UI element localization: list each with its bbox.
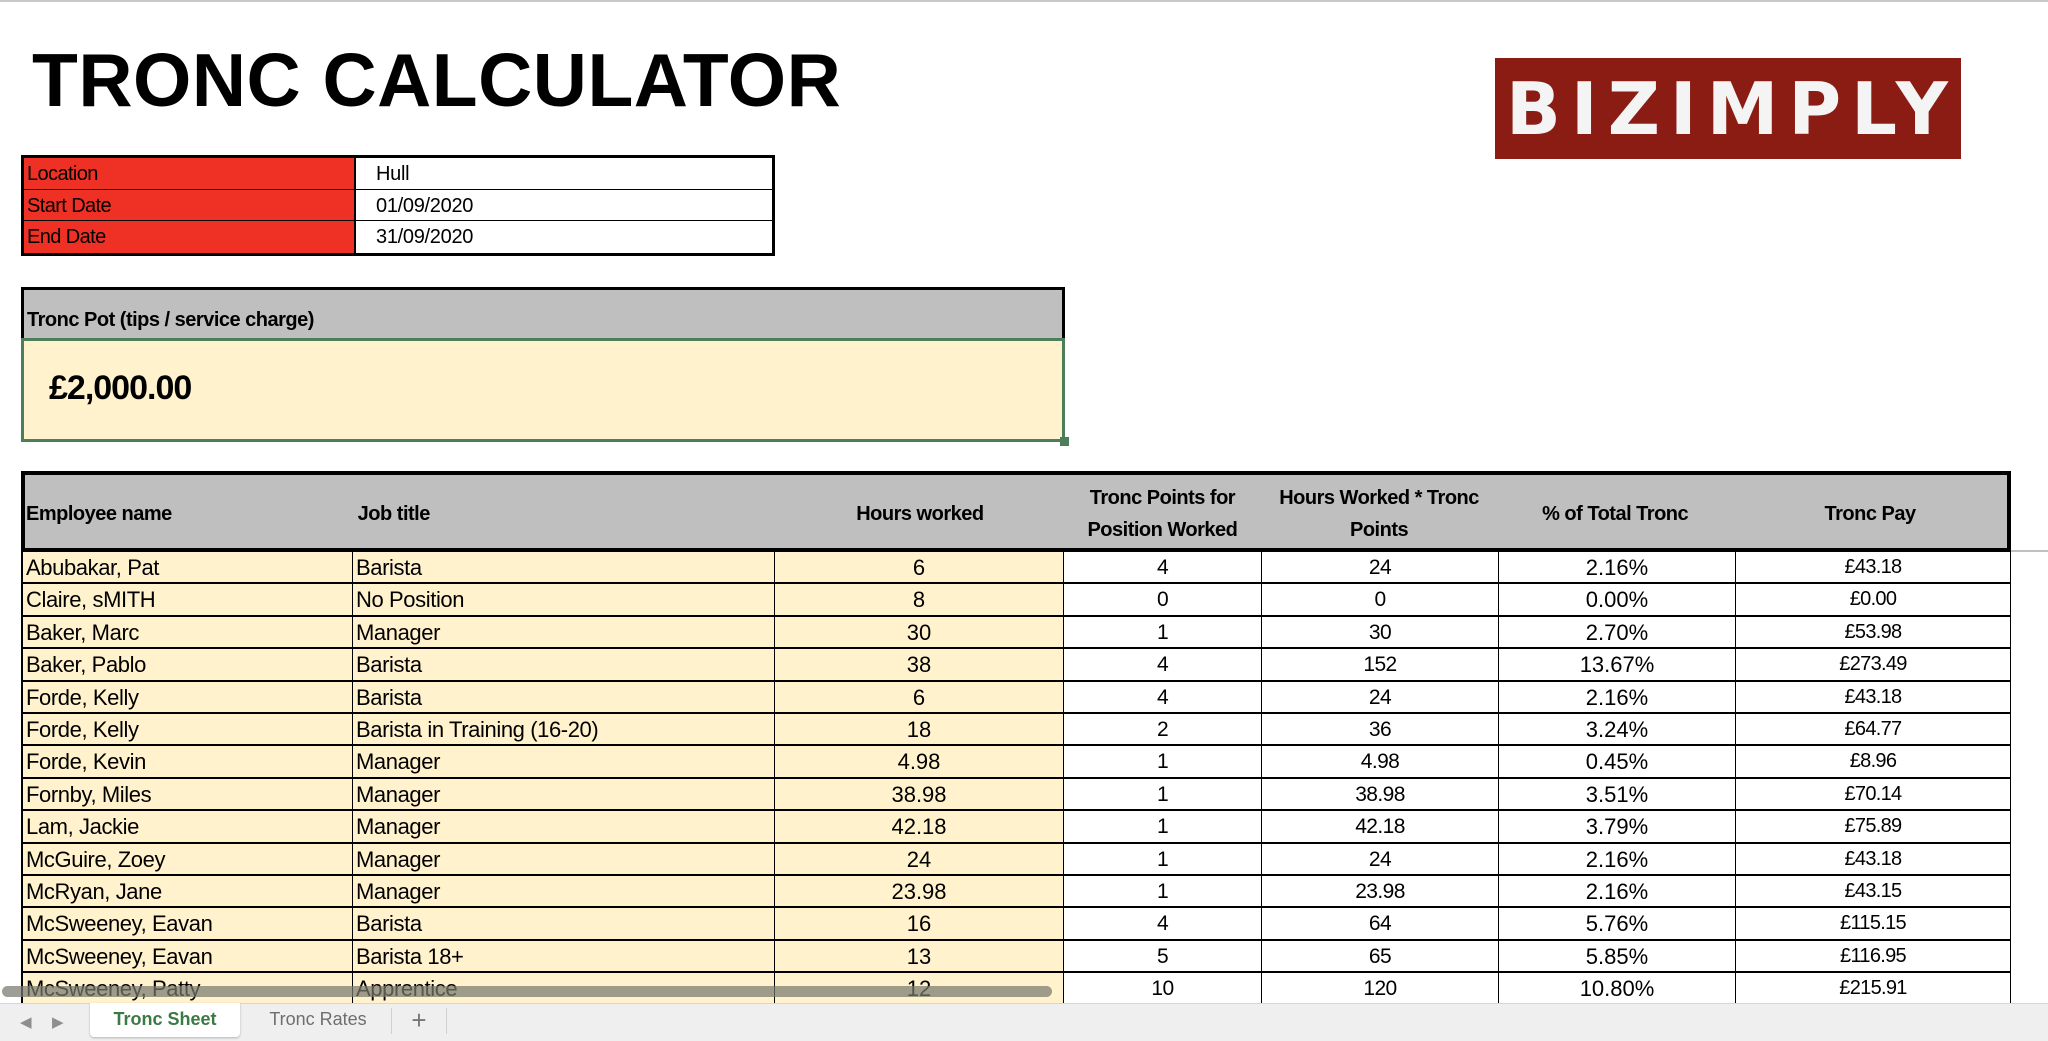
hours-worked-cell[interactable]: 6 (775, 552, 1064, 584)
percent-total-cell[interactable]: 5.85% (1499, 941, 1736, 973)
tronc-pot-cell[interactable] (21, 338, 1065, 442)
hours-worked-cell[interactable]: 38 (775, 649, 1064, 681)
tronc-points-cell[interactable]: 5 (1064, 941, 1262, 973)
percent-total-cell[interactable]: 10.80% (1499, 973, 1736, 1005)
hours-worked-cell[interactable]: 8 (775, 584, 1064, 616)
hours-x-points-cell[interactable]: 23.98 (1262, 876, 1499, 908)
tronc-pay-cell[interactable]: £115.15 (1736, 908, 2011, 940)
hours-worked-cell[interactable]: 16 (775, 908, 1064, 940)
job-title-cell[interactable]: Barista (353, 649, 775, 681)
tronc-points-cell[interactable]: 1 (1064, 746, 1262, 778)
job-title-cell[interactable]: Barista in Training (16-20) (353, 714, 775, 746)
end-date-cell[interactable]: 31/09/2020 (376, 226, 474, 248)
job-title-cell[interactable]: Manager (353, 844, 775, 876)
tronc-points-cell[interactable]: 1 (1064, 779, 1262, 811)
job-title-cell[interactable]: Manager (353, 617, 775, 649)
percent-total-cell[interactable]: 0.45% (1499, 746, 1736, 778)
tronc-pot-label: Tronc Pot (tips / service charge) (21, 287, 1065, 339)
header-hours-x-points[interactable]: Hours Worked * Tronc Points (1279, 486, 1479, 541)
tronc-pay-cell[interactable]: £43.15 (1736, 876, 2011, 908)
bizimply-logo (1495, 58, 1961, 159)
table-row (21, 779, 2011, 811)
percent-total-cell[interactable]: 2.16% (1499, 876, 1736, 908)
hours-x-points-cell[interactable]: 42.18 (1262, 811, 1499, 843)
tronc-points-cell[interactable]: 1 (1064, 876, 1262, 908)
job-title-cell[interactable]: Manager (353, 746, 775, 778)
tronc-points-cell[interactable]: 1 (1064, 811, 1262, 843)
percent-total-cell[interactable]: 2.70% (1499, 617, 1736, 649)
hours-x-points-cell[interactable]: 152 (1262, 649, 1499, 681)
table-row (21, 811, 2011, 843)
hours-worked-cell[interactable]: 6 (775, 682, 1064, 714)
employee-name-cell[interactable]: Claire, sMITH (21, 584, 353, 616)
header-percent-total[interactable]: % of Total Tronc (1542, 502, 1689, 525)
sheet-gridline (2011, 550, 2048, 552)
employee-name-cell[interactable]: Fornby, Miles (21, 779, 353, 811)
tronc-points-cell[interactable]: 2 (1064, 714, 1262, 746)
job-title-cell[interactable]: Barista (353, 552, 775, 584)
table-row (21, 746, 2011, 778)
tronc-pay-cell[interactable]: £75.89 (1736, 811, 2011, 843)
fill-handle[interactable] (1060, 437, 1069, 446)
tronc-pay-cell[interactable]: £43.18 (1736, 682, 2011, 714)
info-row-location (24, 158, 772, 190)
employee-name-cell[interactable]: Abubakar, Pat (21, 552, 353, 584)
percent-total-cell[interactable]: 0.00% (1499, 584, 1736, 616)
hours-x-points-cell[interactable]: 4.98 (1262, 746, 1499, 778)
employee-name-cell[interactable]: McSweeney, Eavan (21, 908, 353, 940)
tronc-pay-cell[interactable]: £64.77 (1736, 714, 2011, 746)
employee-name-cell[interactable]: McSweeney, Eavan (21, 941, 353, 973)
header-hours-worked[interactable]: Hours worked (856, 502, 984, 525)
employee-name-cell[interactable]: Baker, Pablo (21, 649, 353, 681)
info-table (21, 155, 775, 256)
employee-name-cell[interactable]: McGuire, Zoey (21, 844, 353, 876)
tab-divider (446, 1008, 447, 1034)
sheet-tab-bar (0, 1003, 2048, 1041)
hours-worked-cell[interactable]: 24 (775, 844, 1064, 876)
add-sheet-button[interactable]: + (411, 1005, 427, 1035)
table-row (21, 649, 2011, 681)
hours-worked-cell[interactable]: 4.98 (775, 746, 1064, 778)
tab-tronc-sheet[interactable]: Tronc Sheet (90, 1003, 240, 1037)
table-row (21, 876, 2011, 908)
horizontal-scrollbar[interactable] (2, 986, 1052, 997)
table-row (21, 844, 2011, 876)
percent-total-cell[interactable]: 3.24% (1499, 714, 1736, 746)
percent-total-cell[interactable]: 3.79% (1499, 811, 1736, 843)
table-row (21, 584, 2011, 616)
tronc-pay-cell[interactable]: £0.00 (1736, 584, 2011, 616)
tab-divider (391, 1008, 392, 1034)
tronc-points-cell[interactable]: 4 (1064, 908, 1262, 940)
job-title-cell[interactable]: Barista (353, 682, 775, 714)
start-date-cell[interactable]: 01/09/2020 (376, 194, 474, 217)
hours-x-points-cell[interactable]: 65 (1262, 941, 1499, 973)
tronc-table (21, 471, 2011, 1005)
tronc-pay-cell[interactable]: £8.96 (1736, 746, 2011, 778)
tronc-pay-cell[interactable]: £43.18 (1736, 552, 2011, 584)
tronc-points-cell[interactable]: 0 (1064, 584, 1262, 616)
start-date-label: Start Date (24, 190, 356, 221)
end-date-label: End Date (24, 221, 356, 253)
employee-name-cell[interactable]: Forde, Kevin (21, 746, 353, 778)
job-title-cell[interactable]: Manager (353, 811, 775, 843)
hours-worked-cell[interactable]: 42.18 (775, 811, 1064, 843)
info-row-start-date (24, 190, 772, 222)
hours-x-points-cell[interactable]: 120 (1262, 973, 1499, 1005)
next-sheet-icon[interactable]: ▶ (52, 1014, 64, 1031)
prev-sheet-icon[interactable]: ◀ (20, 1014, 32, 1031)
employee-name-cell[interactable]: Baker, Marc (21, 617, 353, 649)
table-row (21, 682, 2011, 714)
location-cell[interactable]: Hull (376, 163, 410, 185)
hours-worked-cell[interactable]: 23.98 (775, 876, 1064, 908)
tab-tronc-rates[interactable]: Tronc Rates (269, 1009, 367, 1029)
tronc-points-cell[interactable]: 4 (1064, 552, 1262, 584)
hours-x-points-cell[interactable]: 30 (1262, 617, 1499, 649)
percent-total-cell[interactable]: 2.16% (1499, 552, 1736, 584)
job-title-cell[interactable]: Manager (353, 779, 775, 811)
tronc-pay-cell[interactable]: £273.49 (1736, 649, 2011, 681)
hours-worked-cell[interactable]: 30 (775, 617, 1064, 649)
table-row (21, 714, 2011, 746)
header-job-title[interactable]: Job title (357, 502, 430, 525)
percent-total-cell[interactable]: 2.16% (1499, 844, 1736, 876)
hours-x-points-cell[interactable]: 38.98 (1262, 779, 1499, 811)
hours-x-points-cell[interactable]: 0 (1262, 584, 1499, 616)
percent-total-cell[interactable]: 5.76% (1499, 908, 1736, 940)
logo-text: BIZIMPLY (1506, 66, 1958, 151)
employee-name-cell[interactable]: McRyan, Jane (21, 876, 353, 908)
tronc-pay-cell[interactable]: £116.95 (1736, 941, 2011, 973)
tronc-points-cell[interactable]: 4 (1064, 649, 1262, 681)
tronc-points-cell[interactable]: 1 (1064, 844, 1262, 876)
tronc-pay-cell[interactable]: £53.98 (1736, 617, 2011, 649)
table-body (21, 552, 2011, 1005)
table-row (21, 552, 2011, 584)
hours-x-points-cell[interactable]: 24 (1262, 844, 1499, 876)
employee-name-cell[interactable]: Forde, Kelly (21, 714, 353, 746)
table-row (21, 941, 2011, 973)
job-title-cell[interactable]: Barista 18+ (353, 941, 775, 973)
tronc-points-cell[interactable]: 4 (1064, 682, 1262, 714)
hours-worked-cell[interactable]: 38.98 (775, 779, 1064, 811)
tronc-points-cell[interactable]: 10 (1064, 973, 1262, 1005)
job-title-cell[interactable]: No Position (353, 584, 775, 616)
table-row (21, 617, 2011, 649)
header-tronc-pay[interactable]: Tronc Pay (1824, 502, 1916, 525)
tronc-pay-cell[interactable]: £215.91 (1736, 973, 2011, 1005)
header-tronc-points[interactable]: Tronc Points for Position Worked (1087, 486, 1238, 541)
info-row-end-date (24, 221, 772, 253)
employee-name-cell[interactable]: Forde, Kelly (21, 682, 353, 714)
table-row (21, 908, 2011, 940)
tronc-pay-cell[interactable]: £43.18 (1736, 844, 2011, 876)
tronc-pot-value: £2,000.00 (49, 369, 192, 407)
page-title: TRONC CALCULATOR (32, 38, 842, 122)
employee-name-cell[interactable]: Lam, Jackie (21, 811, 353, 843)
hours-x-points-cell[interactable]: 24 (1262, 682, 1499, 714)
hours-x-points-cell[interactable]: 24 (1262, 552, 1499, 584)
tronc-pay-cell[interactable]: £70.14 (1736, 779, 2011, 811)
percent-total-cell[interactable]: 2.16% (1499, 682, 1736, 714)
window-top-rule (0, 0, 2048, 2)
location-label: Location (24, 158, 356, 189)
hours-worked-cell[interactable]: 13 (775, 941, 1064, 973)
tronc-points-cell[interactable]: 1 (1064, 617, 1262, 649)
table-header (21, 471, 2011, 552)
hours-worked-cell[interactable]: 18 (775, 714, 1064, 746)
job-title-cell[interactable]: Manager (353, 876, 775, 908)
job-title-cell[interactable]: Barista (353, 908, 775, 940)
percent-total-cell[interactable]: 3.51% (1499, 779, 1736, 811)
hours-x-points-cell[interactable]: 36 (1262, 714, 1499, 746)
hours-x-points-cell[interactable]: 64 (1262, 908, 1499, 940)
percent-total-cell[interactable]: 13.67% (1499, 649, 1736, 681)
header-employee-name[interactable]: Employee name (26, 502, 172, 525)
